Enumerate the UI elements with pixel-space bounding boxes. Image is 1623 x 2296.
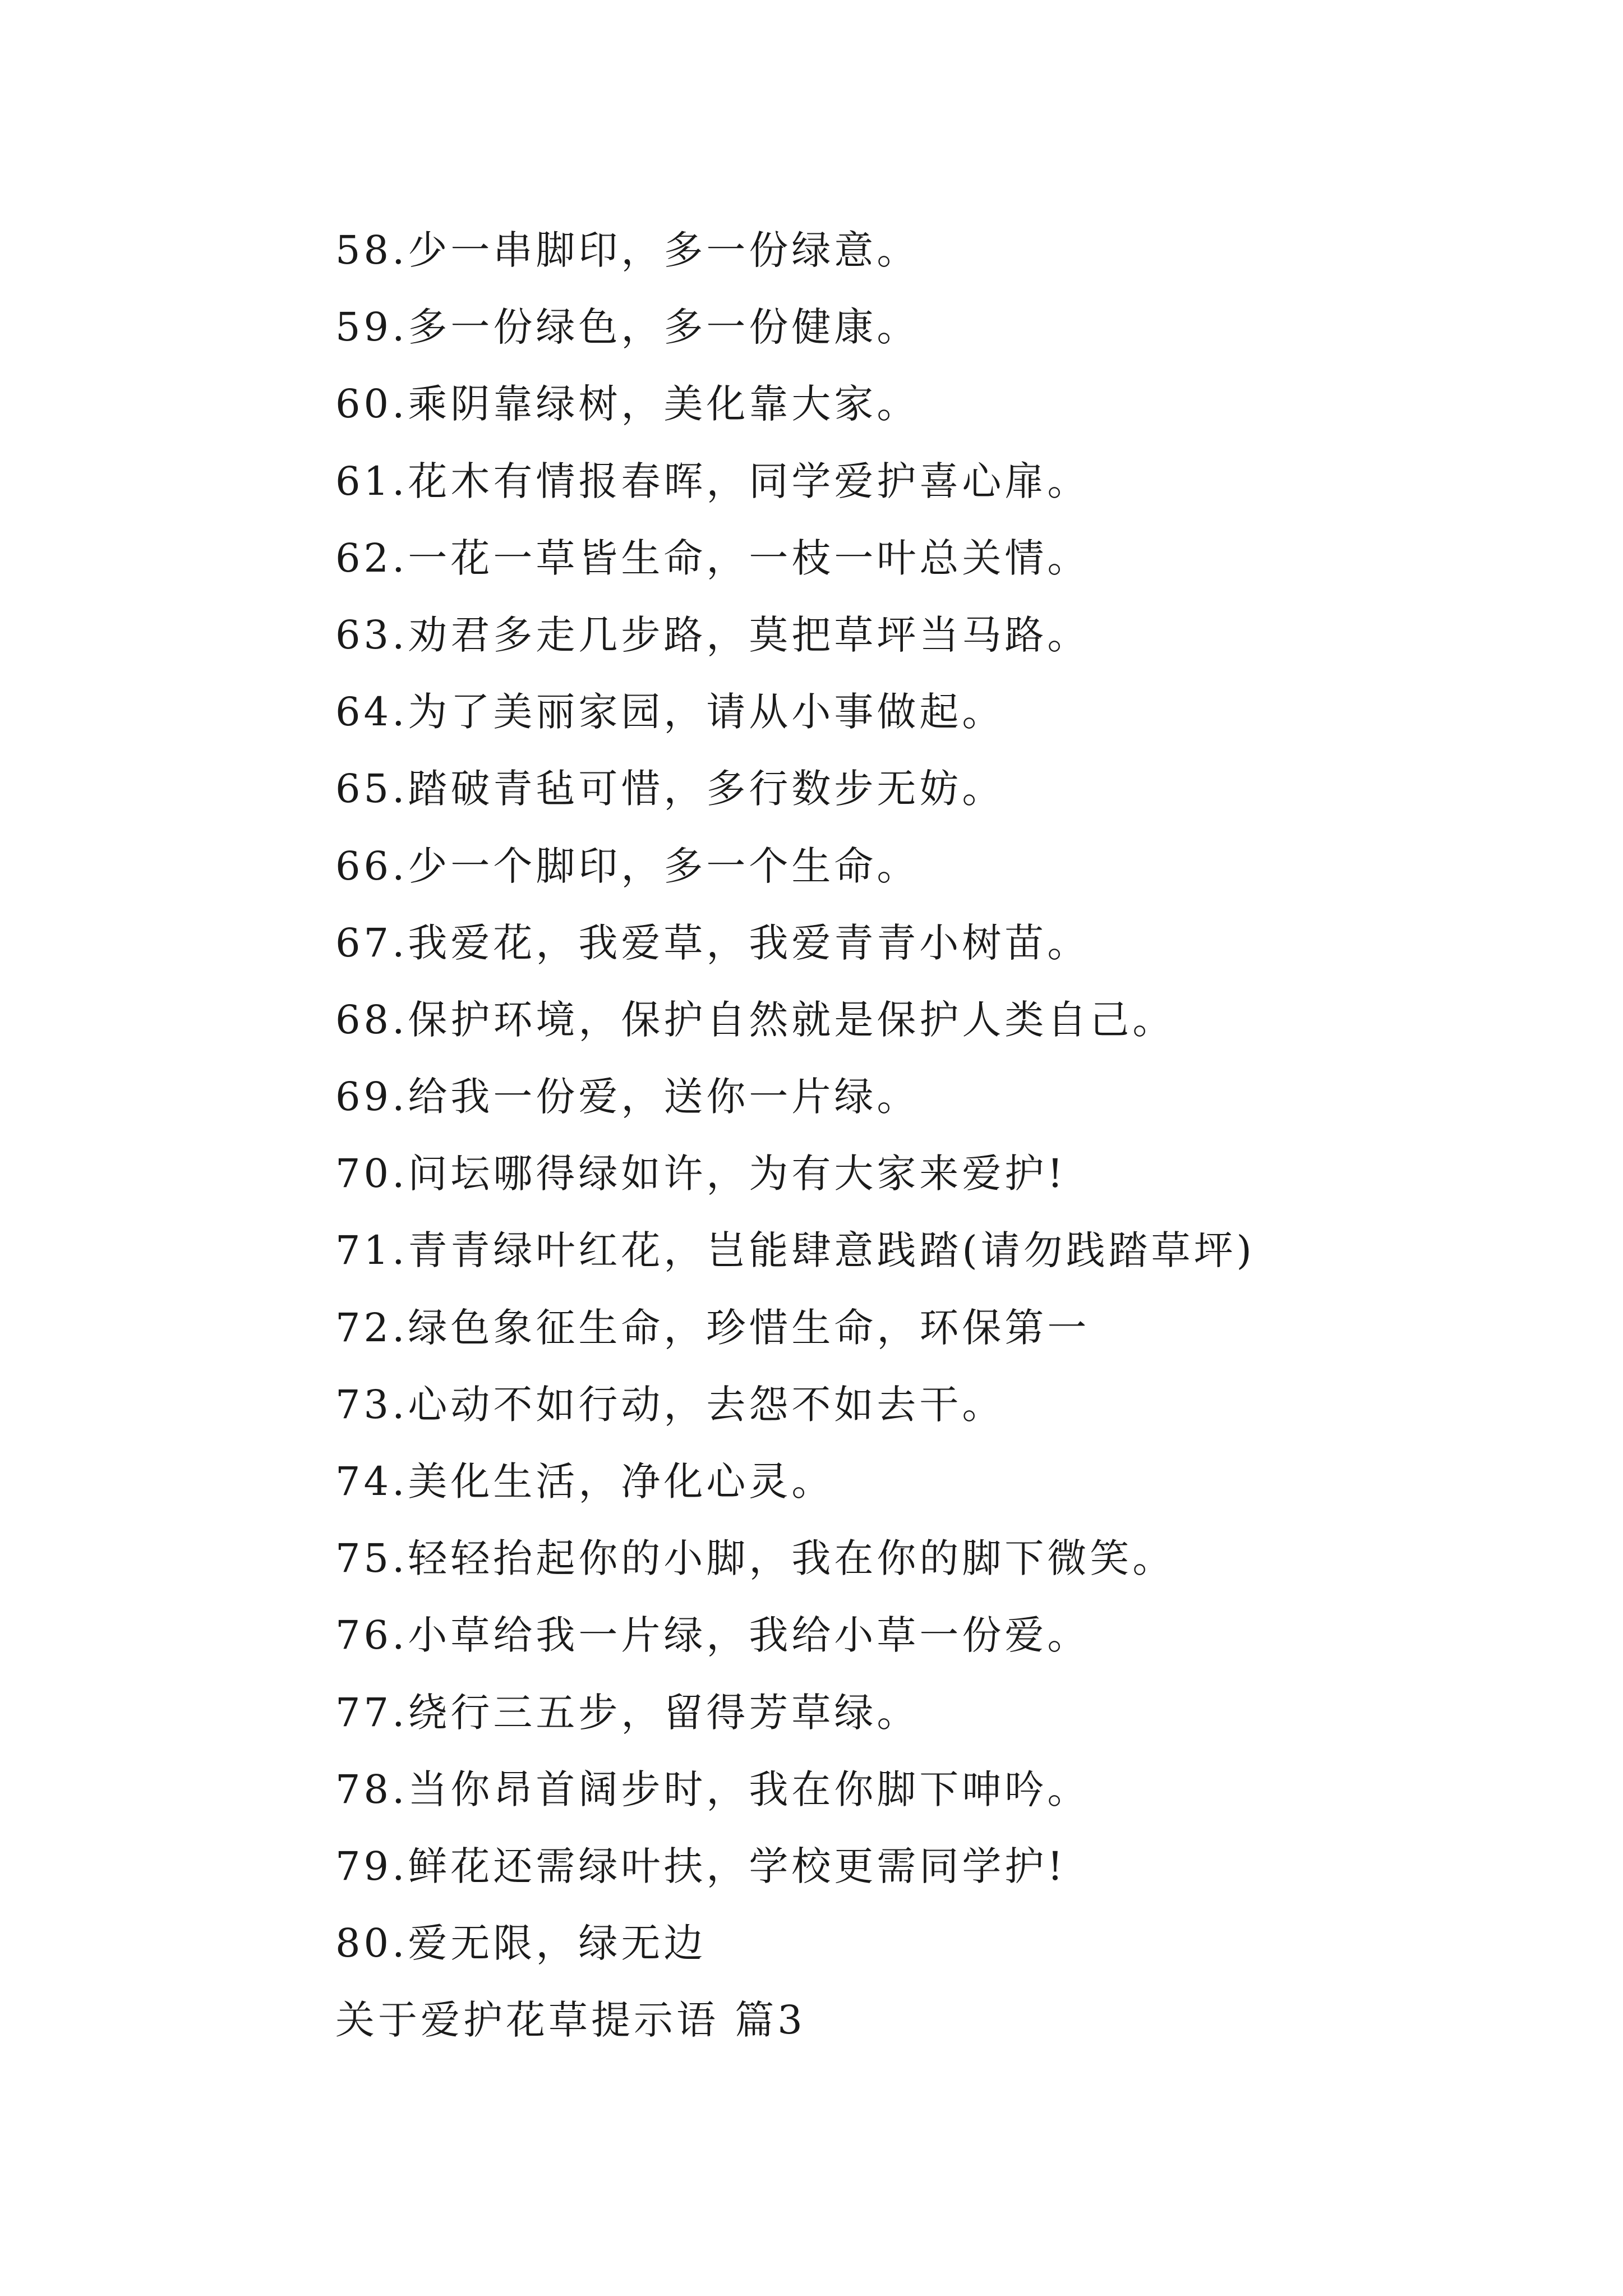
list-item: 63.劝君多走几步路，莫把草坪当马路。 — [335, 611, 1090, 658]
list-item: 76.小草给我一片绿，我给小草一份爱。 — [335, 1612, 1090, 1659]
list-item: 69.给我一份爱，送你一片绿。 — [335, 1074, 920, 1120]
list-item: 62.一花一草皆生命，一枝一叶总关情。 — [335, 535, 1090, 581]
list-item: 61.花木有情报春晖，同学爱护喜心扉。 — [335, 458, 1090, 504]
list-item: 70.问坛哪得绿如许，为有大家来爱护! — [335, 1151, 1067, 1197]
list-item: 75.轻轻抬起你的小脚，我在你的脚下微笑。 — [335, 1535, 1175, 1582]
list-item: 67.我爱花，我爱草，我爱青青小树苗。 — [335, 919, 1090, 966]
list-item: 64.为了美丽家园，请从小事做起。 — [335, 689, 1005, 735]
list-item: 71.青青绿叶红花，岂能肆意践踏(请勿践踏草坪) — [335, 1227, 1255, 1274]
list-item: 60.乘阴靠绿树，美化靠大家。 — [335, 381, 920, 427]
list-item: 66.少一个脚印，多一个生命。 — [335, 843, 920, 889]
list-item: 79.鲜花还需绿叶扶，学校更需同学护! — [335, 1843, 1067, 1889]
list-item: 77.绕行三五步，留得芳草绿。 — [335, 1689, 920, 1736]
list-item: 59.多一份绿色，多一份健康。 — [335, 304, 920, 351]
section-heading: 关于爱护花草提示语 篇3 — [335, 1997, 806, 2044]
list-item: 65.踏破青毡可惜，多行数步无妨。 — [335, 766, 1005, 812]
list-item: 80.爱无限，绿无边 — [335, 1920, 707, 1967]
document-body — [335, 212, 1513, 2059]
list-item: 78.当你昂首阔步时，我在你脚下呻吟。 — [335, 1766, 1090, 1812]
list-item: 73.心动不如行动，去怨不如去干。 — [335, 1381, 1005, 1428]
list-item: 58.少一串脚印，多一份绿意。 — [335, 227, 920, 273]
list-item: 74.美化生活，净化心灵。 — [335, 1458, 834, 1504]
list-item: 68.保护环境，保护自然就是保护人类自己。 — [335, 996, 1175, 1043]
list-item: 72.绿色象征生命，珍惜生命，环保第一 — [335, 1304, 1090, 1351]
